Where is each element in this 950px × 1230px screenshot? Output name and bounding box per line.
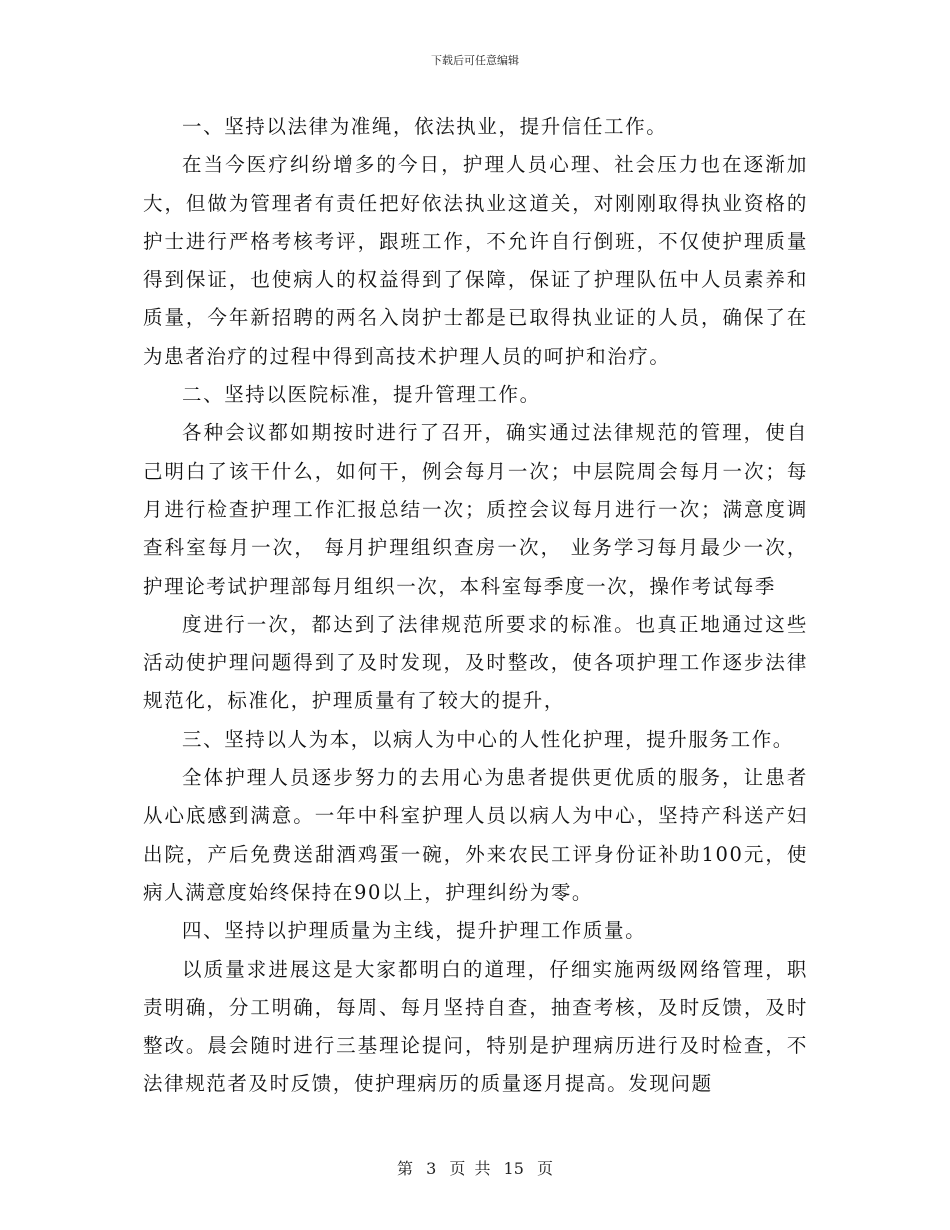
page-header: 下载后可任意编辑 bbox=[431, 54, 519, 67]
footer-middle: 页 共 bbox=[449, 1159, 491, 1178]
paragraph: 四、坚持以护理质量为主线，提升护理工作质量。 bbox=[182, 919, 647, 943]
paragraph: 全体护理人员逐步努力的去用心为患者提供更优质的服务，让患者从心底感到满意。一年中科室护理人员以病人为中心，坚持产科送产妇出院，产后免费送甜酒鸡蛋一碗，外来农民工评身份证补助100元，使病人满意度始终保持在90以上，护理纠纷为零。 bbox=[143, 766, 808, 904]
document-body bbox=[143, 108, 808, 1104]
paragraph: 一、坚持以法律为准绳，依法执业，提升信任工作。 bbox=[182, 115, 668, 138]
paragraph: 二、坚持以医院标准，提升管理工作。 bbox=[182, 383, 541, 407]
paragraph: 三、坚持以人为本，以病人为中心的人性化护理，提升服务工作。 bbox=[182, 727, 794, 751]
paragraph: 度进行一次，都达到了法律规范所要求的标准。也真正地通过这些活动使护理问题得到了及时发现，及时整改，使各项护理工作逐步法律规范化，标准化，护理质量有了较大的提升， bbox=[143, 612, 808, 713]
footer-prefix: 第 bbox=[396, 1159, 413, 1178]
paragraph: 在当今医疗纠纷增多的今日，护理人员心理、社会压力也在逐渐加大，但做为管理者有责任把好依法执业这道关，对刚刚取得执业资格的护士进行严格考核考评，跟班工作，不允许自行倒班，不仅使护理质量得到保证，也使病人的权益得到了保障，保证了护理队伍中人员素养和质量，今年新招聘的两名入岗护士都是已取得执业证的人员，确保了在为患者治疗的过程中得到高技术护理人员的呵护和治疗。 bbox=[143, 153, 808, 368]
paragraph: 以质量求进展这是大家都明白的道理，仔细实施两级网络管理，职责明确，分工明确，每周、每月坚持自查，抽查考核，及时反馈，及时整改。晨会随时进行三基理论提问，特别是护理病历进行及时检查，不法律规范者及时反馈，使护理病历的质量逐月提高。发现问题 bbox=[143, 957, 808, 1096]
page-footer bbox=[0, 1156, 950, 1179]
paragraph: 各种会议都如期按时进行了召开，确实通过法律规范的管理，使自己明白了该干什么，如何干，例会每月一次；中层院周会每月一次；每月进行检查护理工作汇报总结一次；质控会议每月进行一次；满意度调查科室每月一次， 每月护理组织查房一次， 业务学习每月最少一次，护理论考试护理部每月组织一次，本科室每季度一次，操作考试每季 bbox=[143, 421, 808, 598]
footer-suffix: 页 bbox=[537, 1159, 554, 1178]
total-page-count: 15 bbox=[503, 1159, 524, 1178]
current-page-number: 3 bbox=[426, 1159, 437, 1178]
